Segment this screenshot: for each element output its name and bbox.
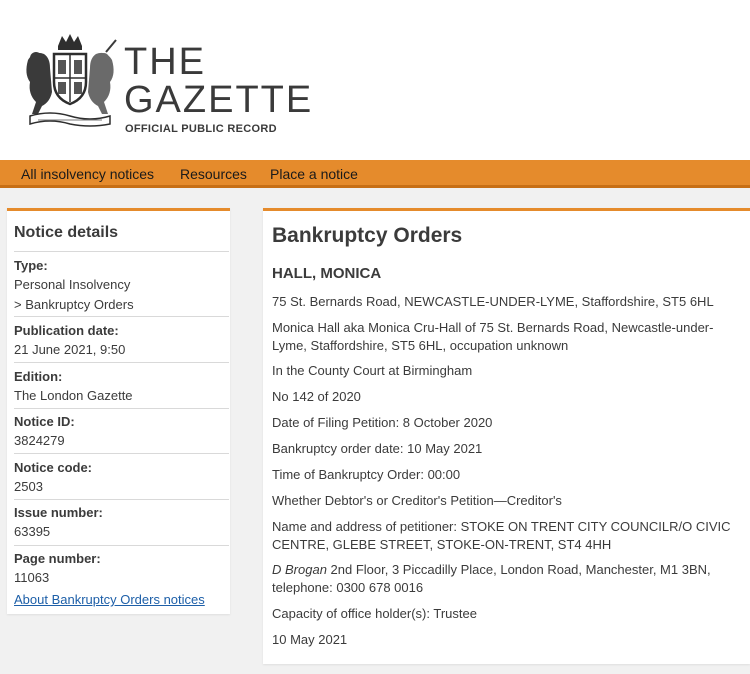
court-name: In the County Court at Birmingham: [272, 363, 473, 378]
notice-id-value: 3824279: [14, 433, 65, 448]
type-value-subcategory: > Bankruptcy Orders: [14, 297, 134, 312]
sidebar-title: Notice details: [14, 224, 119, 241]
nav-item-all-insolvency-notices[interactable]: All insolvency notices: [21, 166, 155, 182]
brand-title-the[interactable]: THE: [124, 41, 206, 83]
divider: [14, 362, 229, 363]
notice-details-sidebar: [7, 208, 230, 614]
petitioner-details: Name and address of petitioner: STOKE ON TRENT CITY COUNCILR/O CIVIC CENTRE, GLEBE STREET, STOKE-ON-TRENT, ST4 4HH: [272, 519, 731, 552]
notice-title: Bankruptcy Orders: [272, 224, 463, 247]
page-number-value: 11063: [14, 570, 50, 585]
page-number-label: Page number:: [14, 551, 101, 566]
publication-date-value: 21 June 2021, 9:50: [14, 342, 126, 357]
debtor-aka: Monica Hall aka Monica Cru-Hall of 75 St. Bernards Road, Newcastle-under-Lyme, Staffordshire, ST5 6HL, occupation unknown: [272, 320, 714, 353]
nav-item-resources[interactable]: Resources: [180, 166, 247, 182]
office-holder-address: 2nd Floor, 3 Piccadilly Place, London Road, Manchester, M1 3BN, telephone: 0300 678 0016: [272, 562, 711, 595]
divider: [14, 408, 229, 409]
notice-code-value: 2503: [14, 479, 43, 494]
case-number: No 142 of 2020: [272, 389, 361, 404]
office-holder-capacity: Capacity of office holder(s): Trustee: [272, 606, 477, 621]
office-holder-name: D Brogan: [272, 562, 327, 577]
type-label: Type:: [14, 258, 48, 273]
notice-id-label: Notice ID:: [14, 414, 75, 429]
main-nav: [0, 160, 750, 188]
issue-number-label: Issue number:: [14, 505, 103, 520]
divider: [14, 453, 229, 454]
divider: [14, 316, 229, 317]
bankruptcy-order-date: Bankruptcy order date: 10 May 2021: [272, 441, 483, 456]
issue-number-value: 63395: [14, 524, 51, 539]
notice-date: 10 May 2021: [272, 632, 348, 647]
divider: [14, 499, 229, 500]
debtor-name: HALL, MONICA: [272, 265, 382, 282]
type-value-category: Personal Insolvency: [14, 277, 131, 292]
divider: [14, 251, 229, 252]
notice-content: [263, 208, 750, 664]
about-bankruptcy-orders-link[interactable]: About Bankruptcy Orders notices: [14, 592, 205, 607]
office-holder-details: [272, 561, 744, 597]
nav-item-place-a-notice[interactable]: Place a notice: [270, 166, 358, 182]
divider: [14, 545, 229, 546]
bankruptcy-order-time: Time of Bankruptcy Order: 00:00: [272, 467, 461, 482]
brand-title-gazette[interactable]: GAZETTE: [124, 79, 314, 121]
petition-type: Whether Debtor's or Creditor's Petition—Creditor's: [272, 493, 562, 508]
publication-date-label: Publication date:: [14, 323, 119, 338]
edition-label: Edition:: [14, 369, 63, 384]
brand-subtitle: OFFICIAL PUBLIC RECORD: [125, 123, 277, 135]
debtor-address: 75 St. Bernards Road, NEWCASTLE-UNDER-LYME, Staffordshire, ST5 6HL: [272, 294, 714, 309]
edition-value: The London Gazette: [14, 388, 133, 403]
royal-coat-of-arms-icon[interactable]: [20, 32, 120, 128]
site-header: [0, 0, 750, 160]
petition-filing-date: Date of Filing Petition: 8 October 2020: [272, 415, 493, 430]
notice-code-label: Notice code:: [14, 460, 93, 475]
